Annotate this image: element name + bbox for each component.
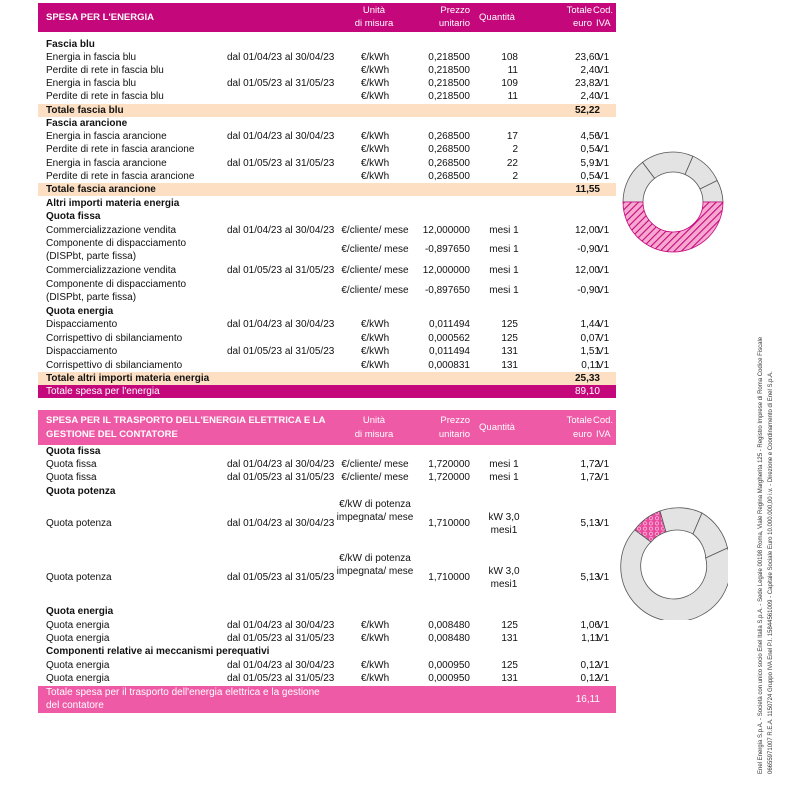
- table-row: [38, 672, 616, 685]
- iva-code-cell: V1: [597, 660, 610, 671]
- transport-section-title-2: GESTIONE DEL CONTATORE: [46, 429, 178, 440]
- transport-grand-total-row: [38, 686, 616, 713]
- price-cell: 0,268500: [428, 171, 470, 182]
- table-row: [38, 130, 616, 143]
- iva-header-2: IVA: [596, 429, 611, 440]
- price-cell: 0,000831: [428, 360, 470, 371]
- description-cell: Altri importi materia energia: [46, 198, 180, 209]
- price-cell: 0,218500: [428, 52, 470, 63]
- iva-code-cell: V1: [597, 131, 610, 142]
- price-cell: 0,268500: [428, 144, 470, 155]
- unit-cell: €/cliente/ mese: [341, 225, 409, 236]
- period-cell: dal 01/04/23 al 30/04/23: [227, 52, 335, 63]
- iva-code-cell: V1: [597, 518, 610, 529]
- table-row: [38, 90, 616, 103]
- total-cell: -0,90: [577, 244, 600, 255]
- iva-header-2: IVA: [596, 18, 611, 29]
- period-cell: dal 01/04/23 al 30/04/23: [227, 518, 335, 529]
- description-cell: Corrispettivo di sbilanciamento: [46, 360, 183, 371]
- total-cell: 12,00: [574, 265, 600, 276]
- table-row: [38, 619, 616, 632]
- total-cell: 1,72: [580, 459, 600, 470]
- unit-cell: €/cliente/ mese: [341, 265, 409, 276]
- table-row: [38, 157, 616, 170]
- description-cell: Energia in fascia blu: [46, 52, 137, 63]
- iva-code-cell: V1: [597, 360, 610, 371]
- table-row: [38, 632, 616, 645]
- table-row: [38, 64, 616, 77]
- fascia-arancione-heading: [38, 117, 616, 130]
- period-cell: dal 01/04/23 al 30/04/23: [227, 131, 335, 142]
- description-cell: Perdite di rete in fascia blu: [46, 91, 164, 102]
- description-cell: Quota energia: [46, 606, 114, 617]
- description-cell: Totale fascia blu: [46, 105, 124, 116]
- quantity-cell: 2: [512, 171, 518, 182]
- unit-header-2: di misura: [354, 429, 394, 440]
- price-cell: 0,000950: [428, 660, 470, 671]
- quantity-cell: 108: [501, 52, 518, 63]
- quantity-cell: mesi 1: [489, 472, 519, 483]
- quota-energia-heading: [38, 305, 616, 318]
- price-header-2: unitario: [438, 18, 470, 29]
- iva-code-cell: V1: [597, 633, 610, 644]
- table-row: [38, 237, 616, 263]
- price-cell: 0,218500: [428, 65, 470, 76]
- price-cell: 0,218500: [428, 91, 470, 102]
- transport-section-header: [38, 410, 616, 445]
- table-row: [38, 51, 616, 64]
- quantity-cell: 17: [506, 131, 518, 142]
- s2-perequativi-heading: [38, 645, 616, 658]
- unit-cell: €/cliente/ mese: [341, 459, 409, 470]
- description-cell: Fascia arancione: [46, 118, 128, 129]
- unit-cell: €/kWh: [360, 620, 390, 631]
- quantity-cell: 125: [501, 660, 518, 671]
- iva-code-cell: V1: [597, 265, 610, 276]
- unit-cell: €/kWh: [360, 78, 390, 89]
- total-cell: 16,11: [575, 694, 600, 705]
- description-cell: Componente di dispacciamento (DISPbt, parte fissa): [46, 279, 187, 303]
- description-cell: Energia in fascia arancione: [46, 131, 167, 142]
- total-cell: 1,44: [580, 319, 600, 330]
- price-cell: 1,720000: [428, 472, 470, 483]
- unit-cell: €/kWh: [360, 131, 390, 142]
- quantity-cell: mesi 1: [489, 265, 519, 276]
- price-cell: 1,720000: [428, 459, 470, 470]
- unit-cell: €/kWh: [360, 52, 390, 63]
- unit-header-1: Unità: [362, 415, 386, 426]
- total-cell: 1,72: [580, 472, 600, 483]
- iva-code-cell: V1: [597, 346, 610, 357]
- altri-importi-total-row: [38, 372, 616, 385]
- fascia-blu-total-row: [38, 104, 616, 117]
- table-row: [38, 471, 616, 484]
- price-cell: 0,218500: [428, 78, 470, 89]
- total-header-1: Totale: [566, 5, 592, 16]
- fascia-arancione-total-row: [38, 183, 616, 196]
- iva-code-cell: V1: [597, 472, 610, 483]
- period-cell: dal 01/05/23 al 31/05/23: [227, 346, 335, 357]
- description-cell: Dispacciamento: [46, 346, 118, 357]
- iva-code-cell: V1: [597, 78, 610, 89]
- description-cell: Quota potenza: [46, 572, 112, 583]
- table-row: [38, 278, 616, 304]
- iva-code-cell: V1: [597, 244, 610, 255]
- period-cell: dal 01/04/23 al 30/04/23: [227, 459, 335, 470]
- price-cell: 0,011494: [429, 319, 470, 330]
- table-row: [38, 264, 616, 277]
- unit-cell: €/kWh: [360, 333, 390, 344]
- description-cell: Quota energia: [46, 620, 110, 631]
- price-cell: -0,897650: [424, 244, 470, 255]
- quantity-cell: 11: [507, 91, 518, 102]
- unit-cell: €/kW di potenza impegnata/ mese: [336, 553, 414, 577]
- description-cell: Quota fissa: [46, 459, 97, 470]
- iva-code-cell: V1: [597, 459, 610, 470]
- iva-code-cell: V1: [597, 52, 610, 63]
- price-cell: 0,268500: [428, 131, 470, 142]
- price-cell: 0,008480: [428, 633, 470, 644]
- description-cell: Quota energia: [46, 660, 110, 671]
- quantity-cell: mesi 1: [489, 244, 519, 255]
- price-header-1: Prezzo: [440, 5, 470, 16]
- qty-header: Quantità: [479, 12, 515, 23]
- unit-cell: €/kWh: [360, 171, 390, 182]
- description-cell: Perdite di rete in fascia arancione: [46, 171, 195, 182]
- price-header-2: unitario: [438, 429, 470, 440]
- period-cell: dal 01/05/23 al 31/05/23: [227, 572, 335, 583]
- iva-code-cell: V1: [597, 572, 610, 583]
- total-cell: 1,51: [580, 346, 600, 357]
- legal-sidebar: [736, 230, 776, 790]
- unit-cell: €/cliente/ mese: [341, 285, 409, 296]
- unit-cell: €/kWh: [360, 346, 390, 357]
- fascia-blu-heading: [38, 38, 616, 51]
- description-cell: Quota energia: [46, 306, 114, 317]
- description-cell: Componenti relative ai meccanismi perequativi: [46, 646, 270, 657]
- description-cell: Totale spesa per il trasporto dell'energia elettrica e la gestione: [46, 687, 320, 698]
- period-cell: dal 01/05/23 al 31/05/23: [227, 673, 335, 684]
- price-header-1: Prezzo: [440, 415, 470, 426]
- quota-fissa-heading: [38, 210, 616, 223]
- unit-cell: €/kWh: [360, 633, 390, 644]
- table-row: [38, 659, 616, 672]
- total-cell: 1,06: [580, 620, 600, 631]
- description-cell: Quota potenza: [46, 518, 112, 529]
- total-cell: 25,33: [574, 373, 600, 384]
- iva-code-cell: V1: [597, 144, 610, 155]
- quantity-cell: 131: [501, 346, 518, 357]
- price-cell: 0,000950: [428, 673, 470, 684]
- quantity-cell: 131: [501, 633, 518, 644]
- quantity-cell: 131: [501, 673, 518, 684]
- total-cell: 0,12: [580, 660, 600, 671]
- description-cell: del contatore: [46, 700, 104, 711]
- table-row: [38, 552, 616, 604]
- iva-header-1: Cod.: [593, 415, 614, 426]
- total-header-2: euro: [572, 429, 592, 440]
- description-cell: Quota fissa: [46, 211, 101, 222]
- period-cell: dal 01/05/23 al 31/05/23: [227, 78, 335, 89]
- energy-grand-total-row: [38, 385, 616, 398]
- energy-section-title: SPESA PER L'ENERGIA: [46, 12, 155, 23]
- description-cell: Fascia blu: [46, 39, 95, 50]
- s2-quota-energia-heading: [38, 605, 616, 618]
- price-cell: 1,710000: [428, 518, 470, 529]
- description-cell: Quota fissa: [46, 472, 97, 483]
- total-cell: 4,56: [580, 131, 600, 142]
- description-cell: Quota energia: [46, 673, 110, 684]
- unit-cell: €/kWh: [360, 65, 390, 76]
- description-cell: Corrispettivo di sbilanciamento: [46, 333, 183, 344]
- description-cell: Quota fissa: [46, 446, 101, 457]
- description-cell: Perdite di rete in fascia arancione: [46, 144, 195, 155]
- iva-code-cell: V1: [597, 285, 610, 296]
- iva-code-cell: V1: [597, 65, 610, 76]
- quantity-cell: 131: [501, 360, 518, 371]
- description-cell: Commercializzazione vendita: [46, 265, 177, 276]
- total-cell: 0,07: [580, 333, 600, 344]
- total-header-2: euro: [572, 18, 592, 29]
- total-cell: -0,90: [577, 285, 600, 296]
- unit-cell: €/kWh: [360, 158, 390, 169]
- unit-cell: €/kWh: [360, 144, 390, 155]
- iva-code-cell: V1: [597, 620, 610, 631]
- total-cell: 52,22: [574, 105, 600, 116]
- s2-quota-potenza-heading: [38, 485, 616, 498]
- iva-code-cell: V1: [597, 319, 610, 330]
- description-cell: Energia in fascia arancione: [46, 158, 167, 169]
- description-cell: Dispacciamento: [46, 319, 118, 330]
- description-cell: Quota energia: [46, 633, 110, 644]
- quantity-cell: kW 3,0 mesi1: [488, 512, 520, 536]
- price-cell: 0,268500: [428, 158, 470, 169]
- quantity-cell: 125: [501, 620, 518, 631]
- table-row: [38, 170, 616, 183]
- donut1-highlight-segment: [623, 202, 723, 252]
- price-cell: 0,000562: [428, 333, 470, 344]
- total-cell: 2,40: [580, 65, 600, 76]
- price-cell: 12,000000: [422, 225, 470, 236]
- iva-code-cell: V1: [597, 91, 610, 102]
- unit-cell: €/kWh: [360, 660, 390, 671]
- quantity-cell: mesi 1: [489, 459, 519, 470]
- altri-importi-heading: [38, 197, 616, 210]
- table-row: [38, 77, 616, 90]
- total-cell: 12,00: [574, 225, 600, 236]
- quantity-cell: kW 3,0 mesi1: [488, 566, 520, 590]
- total-cell: 2,40: [580, 91, 600, 102]
- total-cell: 1,11: [581, 633, 600, 644]
- quantity-cell: 109: [501, 78, 518, 89]
- total-cell: 0,12: [580, 673, 600, 684]
- description-cell: Energia in fascia blu: [46, 78, 137, 89]
- quantity-cell: 2: [512, 144, 518, 155]
- total-cell: 5,13: [580, 518, 600, 529]
- unit-cell: €/kWh: [360, 319, 390, 330]
- table-row: [38, 359, 616, 372]
- energy-section-header: [38, 3, 616, 32]
- table-row: [38, 224, 616, 237]
- total-cell: 23,60: [574, 52, 600, 63]
- legal-text-line-1: Enel Energia S.p.A. - Società con unico socio Enel Italia S.p.A. - Sede Legale 00198 Roma, Viale Regina Margherita 125 - Registro Imprese di Roma Codice Fiscale: [758, 336, 764, 774]
- price-cell: 0,008480: [428, 620, 470, 631]
- period-cell: dal 01/04/23 al 30/04/23: [227, 660, 335, 671]
- iva-code-cell: V1: [597, 171, 610, 182]
- iva-header-1: Cod.: [593, 5, 614, 16]
- table-row: [38, 143, 616, 156]
- description-cell: Componente di dispacciamento (DISPbt, parte fissa): [46, 238, 187, 262]
- table-row: [38, 498, 616, 550]
- iva-code-cell: V1: [597, 158, 610, 169]
- iva-code-cell: V1: [597, 225, 610, 236]
- qty-header: Quantità: [479, 422, 515, 433]
- table-row: [38, 458, 616, 471]
- iva-code-cell: V1: [597, 333, 610, 344]
- unit-cell: €/kW di potenza impegnata/ mese: [336, 499, 414, 523]
- period-cell: dal 01/05/23 al 31/05/23: [227, 158, 335, 169]
- quantity-cell: mesi 1: [489, 225, 519, 236]
- transport-share-donut-chart: [618, 500, 728, 620]
- total-cell: 11,55: [575, 184, 600, 195]
- period-cell: dal 01/05/23 al 31/05/23: [227, 265, 335, 276]
- table-row: [38, 345, 616, 358]
- period-cell: dal 01/04/23 al 30/04/23: [227, 319, 335, 330]
- price-cell: 12,000000: [422, 265, 470, 276]
- description-cell: Perdite di rete in fascia blu: [46, 65, 164, 76]
- total-header-1: Totale: [566, 415, 592, 426]
- unit-header-2: di misura: [354, 18, 394, 29]
- description-cell: Quota potenza: [46, 486, 116, 497]
- table-row: [38, 332, 616, 345]
- period-cell: dal 01/05/23 al 31/05/23: [227, 472, 335, 483]
- quantity-cell: 125: [501, 319, 518, 330]
- total-cell: 0,11: [581, 360, 600, 371]
- quantity-cell: 11: [507, 65, 518, 76]
- period-cell: dal 01/04/23 al 30/04/23: [227, 620, 335, 631]
- price-cell: 1,710000: [428, 572, 470, 583]
- s2-quota-fissa-heading: [38, 445, 616, 458]
- unit-cell: €/cliente/ mese: [341, 472, 409, 483]
- unit-cell: €/kWh: [360, 360, 390, 371]
- unit-cell: €/cliente/ mese: [341, 244, 409, 255]
- quantity-cell: mesi 1: [489, 285, 519, 296]
- legal-text-line-2: 06655971007 R.E.A. 1150724 Gruppo IVA Enel P.I. 15844561009 - Capitale Sociale Euro 10.000.000,00 i.v. - Direzione e Coordinamento di Enel S.p.A.: [768, 371, 774, 774]
- period-cell: dal 01/04/23 al 30/04/23: [227, 225, 335, 236]
- total-cell: 5,91: [580, 158, 600, 169]
- iva-code-cell: V1: [597, 673, 610, 684]
- quantity-cell: 125: [501, 333, 518, 344]
- description-cell: Totale spesa per l'energia: [46, 386, 160, 397]
- total-cell: 23,82: [574, 78, 600, 89]
- price-cell: -0,897650: [424, 285, 470, 296]
- period-cell: dal 01/05/23 al 31/05/23: [227, 633, 335, 644]
- unit-cell: €/kWh: [360, 91, 390, 102]
- description-cell: Totale altri importi materia energia: [46, 373, 210, 384]
- description-cell: Commercializzazione vendita: [46, 225, 177, 236]
- total-cell: 5,13: [580, 572, 600, 583]
- unit-header-1: Unità: [362, 5, 386, 16]
- table-row: [38, 318, 616, 331]
- total-cell: 0,54: [580, 144, 600, 155]
- description-cell: Totale fascia arancione: [46, 184, 156, 195]
- price-cell: 0,011494: [429, 346, 470, 357]
- unit-cell: €/kWh: [360, 673, 390, 684]
- energy-share-donut-chart: [618, 137, 728, 267]
- quantity-cell: 22: [506, 158, 518, 169]
- total-cell: 89,10: [574, 386, 600, 397]
- transport-section-title-1: SPESA PER IL TRASPORTO DELL'ENERGIA ELETTRICA E LA: [46, 415, 326, 426]
- total-cell: 0,54: [580, 171, 600, 182]
